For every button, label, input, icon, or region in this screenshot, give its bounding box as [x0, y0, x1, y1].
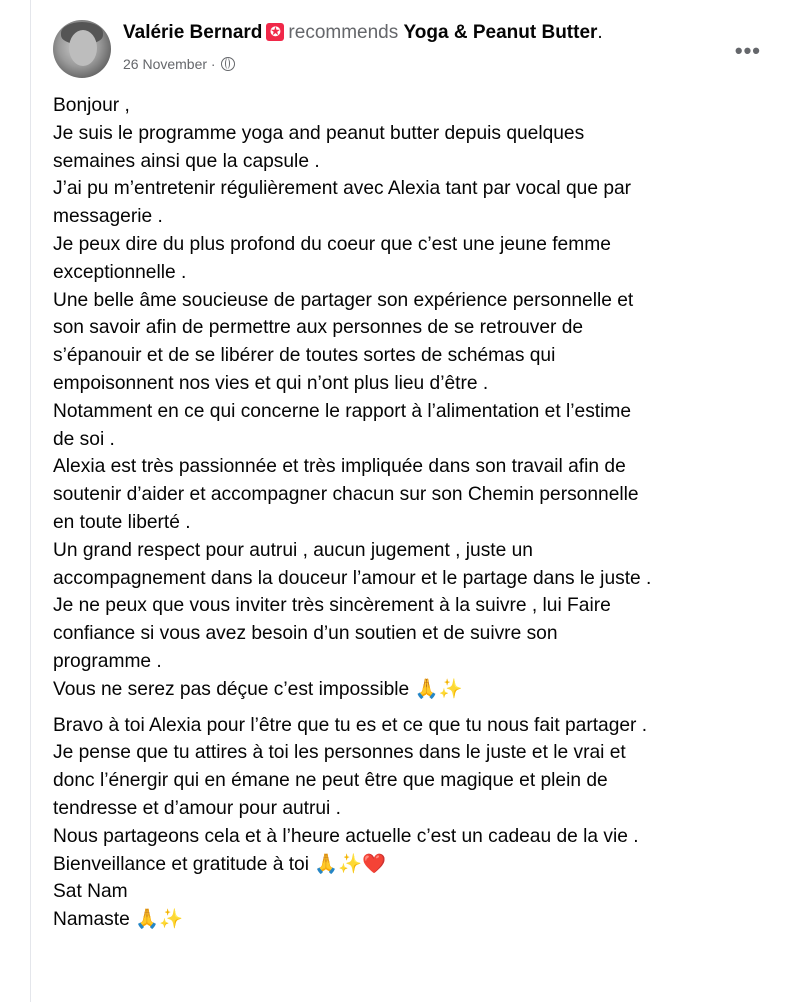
text-line: Je ne peux que vous inviter très sincèrement à la suivre , lui Faire: [53, 595, 611, 617]
text-line: de soi .: [53, 428, 115, 450]
globe-icon: [221, 57, 235, 71]
post-card: [30, 0, 800, 1002]
text-line: soutenir d’aider et accompagner chacun sur son Chemin personnelle: [53, 484, 639, 506]
text-line: accompagnement dans la douceur l’amour et le partage dans le juste .: [53, 567, 652, 589]
text-line: empoisonnent nos vies et qui n’ont plus lieu d’être .: [53, 372, 489, 394]
text-line: s’épanouir et de se libérer de toutes sortes de schémas qui: [53, 345, 556, 367]
post-meta: [123, 56, 235, 72]
more-options-button[interactable]: •••: [734, 38, 761, 63]
text-line: en toute liberté .: [53, 511, 191, 533]
post-date[interactable]: 26 November ·: [123, 56, 220, 72]
author-name[interactable]: Valérie Bernard: [123, 22, 263, 43]
text-line: Sat Nam: [53, 881, 128, 903]
post-paragraph: [53, 92, 773, 704]
text-line: Nous partageons cela et à l’heure actuelle c’est un cadeau de la vie .: [53, 825, 639, 847]
post-body: [53, 92, 773, 934]
text-line: donc l’énergir qui en émane ne peut être que magique et plein de: [53, 770, 608, 792]
recommendation-badge-icon: ✪: [266, 23, 284, 41]
text-line: tendresse et d’amour pour autrui .: [53, 797, 341, 819]
recommends-text: recommends: [288, 22, 399, 43]
text-line: confiance si vous avez besoin d’un soutien et de suivre son: [53, 623, 558, 645]
text-line: Bravo à toi Alexia pour l’être que tu es et ce que tu nous fait partager .: [53, 714, 648, 736]
text-line: exceptionnelle .: [53, 261, 187, 283]
text-line: Une belle âme soucieuse de partager son expérience personnelle et: [53, 289, 634, 311]
page-name-link[interactable]: Yoga & Peanut Butter: [403, 22, 598, 43]
title-period: .: [597, 22, 603, 43]
text-line: Un grand respect pour autrui , aucun jugement , juste un: [53, 539, 533, 561]
text-line: Bienveillance et gratitude à toi 🙏✨❤️: [53, 853, 386, 875]
post-header: [53, 14, 800, 84]
text-line: programme .: [53, 650, 162, 672]
text-line: Vous ne serez pas déçue c’est impossible 🙏✨: [53, 678, 463, 700]
text-line: Bonjour ,: [53, 95, 130, 116]
text-line: J’ai pu m’entretenir régulièrement avec Alexia tant par vocal que par: [53, 178, 632, 200]
text-line: messagerie .: [53, 206, 163, 228]
text-line: Alexia est très passionnée et très impliquée dans son travail afin de: [53, 456, 626, 478]
text-line: son savoir afin de permettre aux personnes de se retrouver de: [53, 317, 584, 339]
text-line: Notamment en ce qui concerne le rapport à l’alimentation et l’estime: [53, 400, 632, 422]
post-title-line: [123, 22, 603, 44]
text-line: Namaste 🙏✨: [53, 909, 183, 931]
text-line: Je peux dire du plus profond du coeur que c’est une jeune femme: [53, 233, 611, 255]
avatar[interactable]: [53, 20, 111, 78]
text-line: Je pense que tu attires à toi les personnes dans le juste et le vrai et: [53, 742, 626, 764]
text-line: Je suis le programme yoga and peanut butter depuis quelques: [53, 122, 585, 144]
avatar-face: [69, 30, 97, 66]
post-paragraph: [53, 712, 773, 934]
text-line: semaines ainsi que la capsule .: [53, 150, 320, 172]
